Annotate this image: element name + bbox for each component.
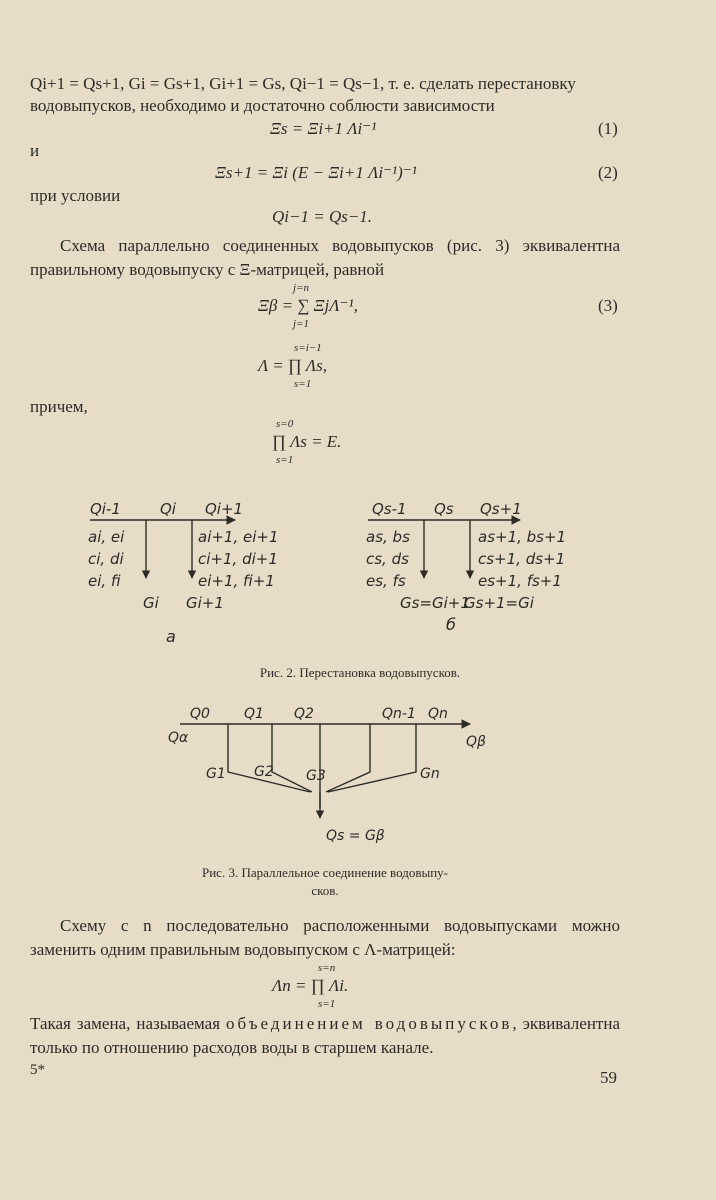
product-upper-limit: s=i−1	[294, 342, 322, 354]
product-lower-limit: s=1	[318, 998, 336, 1010]
coefficient-label: ci+1, di+1	[198, 550, 278, 568]
coefficient-label: es+1, fs+1	[478, 572, 562, 590]
signature-mark: 5*	[30, 1062, 45, 1078]
paragraph: Схему с n последовательно расположенными водовыпусками можно заменить одним правильным водовыпуском с Λ-матрицей:	[30, 916, 620, 959]
condition-label: при условии	[30, 186, 121, 205]
paragraph-text: Такая замена, называемая	[30, 1014, 227, 1033]
flow-label: Qs	[434, 500, 454, 518]
figure-2-caption: Рис. 2. Перестановка водовыпусков.	[259, 665, 461, 680]
product-upper-limit: s=0	[276, 418, 294, 430]
coefficient-label: ei, fi	[88, 572, 121, 590]
paragraph	[30, 1012, 620, 1060]
sum-lower-limit: j=1	[293, 318, 309, 330]
flow-label: Q2	[294, 706, 314, 722]
figure-2a	[88, 500, 279, 646]
flow-label: Qs+1	[480, 500, 522, 518]
paragraph-text: , эквивалентна только по отношению расходов воды в старшем канале.	[30, 1014, 620, 1057]
flow-label: Qi	[160, 500, 176, 518]
flow-label: Q1	[244, 706, 264, 722]
figure-3-diagram	[0, 700, 716, 850]
sum-upper-limit: j=n	[293, 282, 309, 294]
inflow-label: Qα	[168, 730, 189, 746]
figure-2b	[366, 500, 566, 634]
flow-label: Qi-1	[90, 500, 121, 518]
branch-label: G2	[254, 764, 274, 780]
coefficient-label: as, bs	[366, 528, 410, 546]
equation-body: Ξs = Ξi+1 Λi⁻¹	[270, 119, 377, 138]
outlet-label: Gi+1	[186, 594, 224, 612]
subfigure-label: б	[446, 615, 456, 634]
branch-label: G1	[206, 766, 226, 782]
branch-1	[228, 724, 310, 792]
equation-number: (2)	[598, 163, 618, 182]
equation-body: ∏ Λs = E.	[272, 432, 342, 451]
conjunction: и	[30, 141, 40, 160]
equation-body: Ξs+1 = Ξi (E − Ξi+1 Λi⁻¹)⁻¹	[215, 163, 417, 182]
outlet-label: Gs+1=Gi	[464, 594, 534, 612]
figure-2-diagram	[0, 490, 716, 660]
equation-number: (3)	[598, 296, 618, 315]
flow-label: Qn-1	[382, 706, 416, 722]
flow-label: Qi+1	[205, 500, 244, 518]
page-number: 59	[600, 1068, 617, 1087]
coefficient-label: ci, di	[88, 550, 124, 568]
paragraph-line: Qi+1 = Qs+1, Gi = Gs+1, Gi+1 = Gs, Qi−1 = Qs−1, т. е. сделать перестановку	[30, 74, 576, 93]
coefficient-label: ai, ei	[88, 528, 125, 546]
equation-body: Λn = ∏ Λi.	[272, 976, 349, 995]
coefficient-label: ai+1, ei+1	[198, 528, 279, 546]
product-upper-limit: s=n	[318, 962, 336, 974]
product-lower-limit: s=1	[294, 378, 312, 390]
flow-label: Q0	[190, 706, 210, 722]
coefficient-label: ei+1, fi+1	[198, 572, 275, 590]
caption-line: сков.	[311, 883, 339, 898]
coefficient-label: es, fs	[366, 572, 406, 590]
coefficient-label: cs+1, ds+1	[478, 550, 566, 568]
moreover-label: причем,	[30, 397, 88, 416]
caption-line: Рис. 3. Параллельное соединение водовыпу-	[201, 865, 448, 880]
outlet-label: Gi	[143, 594, 159, 612]
branch-label: Gn	[420, 766, 440, 782]
paragraph: Схема параллельно соединенных водовыпусков (рис. 3) эквивалентна правильному водовыпуску с Ξ-матрицей, равной	[30, 236, 620, 279]
flow-label: Qs-1	[372, 500, 407, 518]
result-label: Qs = Gβ	[326, 828, 385, 844]
equation-body: Qi−1 = Qs−1.	[272, 207, 373, 226]
equation-body: Ξβ = ∑ ΞjΛ⁻¹,	[258, 296, 358, 315]
equation-number: (1)	[598, 119, 618, 138]
coefficient-label: as+1, bs+1	[478, 528, 567, 546]
branch-label: G3	[306, 768, 326, 784]
figure-3-caption	[160, 864, 490, 900]
equation-body: Λ = ∏ Λs,	[258, 356, 328, 375]
product-lower-limit: s=1	[276, 454, 294, 466]
branch-n	[328, 724, 416, 792]
flow-label: Qn	[428, 706, 448, 722]
outlet-label: Gs=Gi+1	[400, 594, 470, 612]
emphasized-term: объединением водовыпусков	[226, 1014, 513, 1033]
paragraph-line: водовыпусков, необходимо и достаточно соблюсти зависимости	[30, 96, 495, 115]
outflow-label: Qβ	[466, 734, 486, 750]
subfigure-label: a	[166, 627, 176, 646]
branch-4	[326, 724, 370, 792]
coefficient-label: cs, ds	[366, 550, 409, 568]
